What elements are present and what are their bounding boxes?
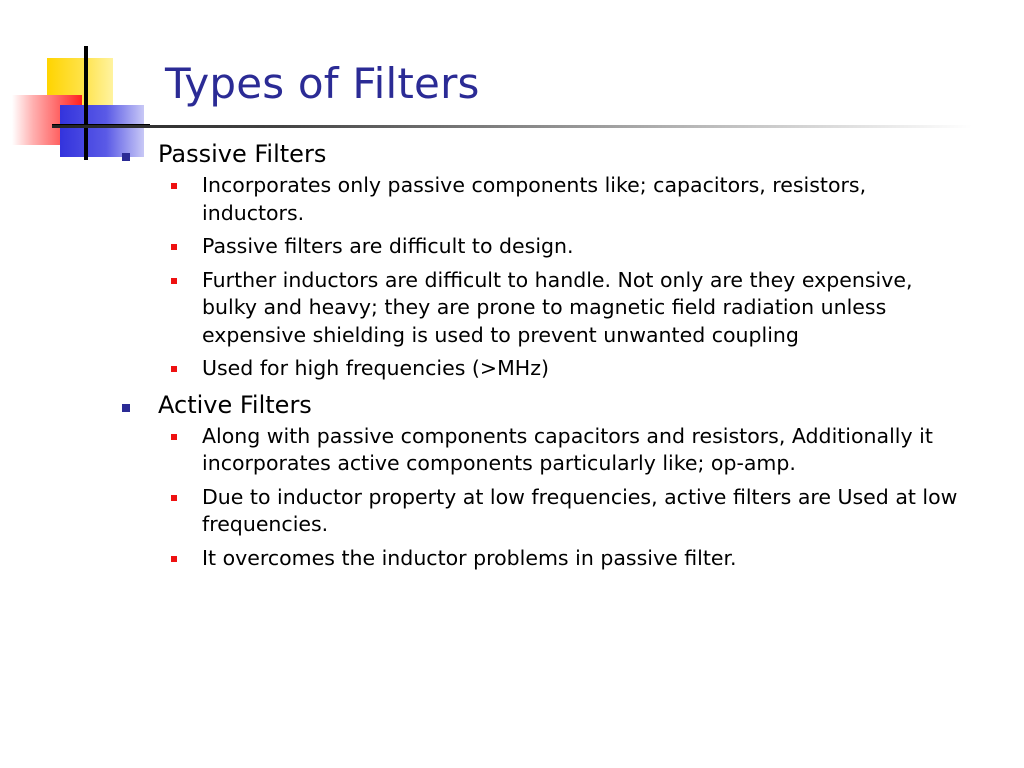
bullet-list — [158, 172, 968, 383]
list-item — [158, 355, 968, 383]
list-item-text: Due to inductor property at low frequencies, active filters are Used at low frequencies. — [202, 484, 958, 536]
section-heading: Passive Filters — [158, 140, 327, 168]
section-heading: Active Filters — [158, 390, 312, 419]
section-active-filters — [118, 389, 968, 573]
slide-content — [118, 138, 968, 578]
list-item — [158, 267, 968, 350]
square-bullet-icon — [122, 153, 130, 161]
list-item-text: Incorporates only passive components like; capacitors, resistors, inductors. — [202, 173, 867, 225]
square-bullet-icon — [171, 183, 177, 189]
vertical-line-decoration — [84, 46, 88, 160]
list-item — [158, 172, 968, 227]
list-item-text: It overcomes the inductor problems in passive filter. — [202, 545, 737, 570]
square-bullet-icon — [171, 556, 177, 562]
list-item-text: Further inductors are difficult to handle. Not only are they expensive, bulky and heavy; they are prone to magnetic field radiation unless expensive shielding is used to prevent unwanted coupling — [202, 267, 913, 347]
slide-title: Types of Filters — [165, 59, 480, 108]
list-item — [158, 545, 968, 573]
list-item — [158, 484, 968, 539]
square-bullet-icon — [122, 404, 130, 412]
square-bullet-icon — [171, 244, 177, 250]
section-passive-filters — [118, 138, 968, 383]
square-bullet-icon — [171, 495, 177, 501]
list-item — [158, 423, 968, 478]
bullet-list — [158, 423, 968, 573]
list-item-text: Passive filters are difficult to design. — [202, 234, 574, 258]
list-item-text: Used for high frequencies (>MHz) — [202, 356, 549, 380]
list-item — [158, 233, 968, 261]
list-item-text: Along with passive components capacitors and resistors, Additionally it incorporates active components particularly like; op-amp. — [202, 423, 933, 475]
square-bullet-icon — [171, 434, 177, 440]
section-list — [118, 138, 968, 572]
title-underline — [52, 125, 972, 128]
square-bullet-icon — [171, 278, 177, 284]
square-bullet-icon — [171, 366, 177, 372]
